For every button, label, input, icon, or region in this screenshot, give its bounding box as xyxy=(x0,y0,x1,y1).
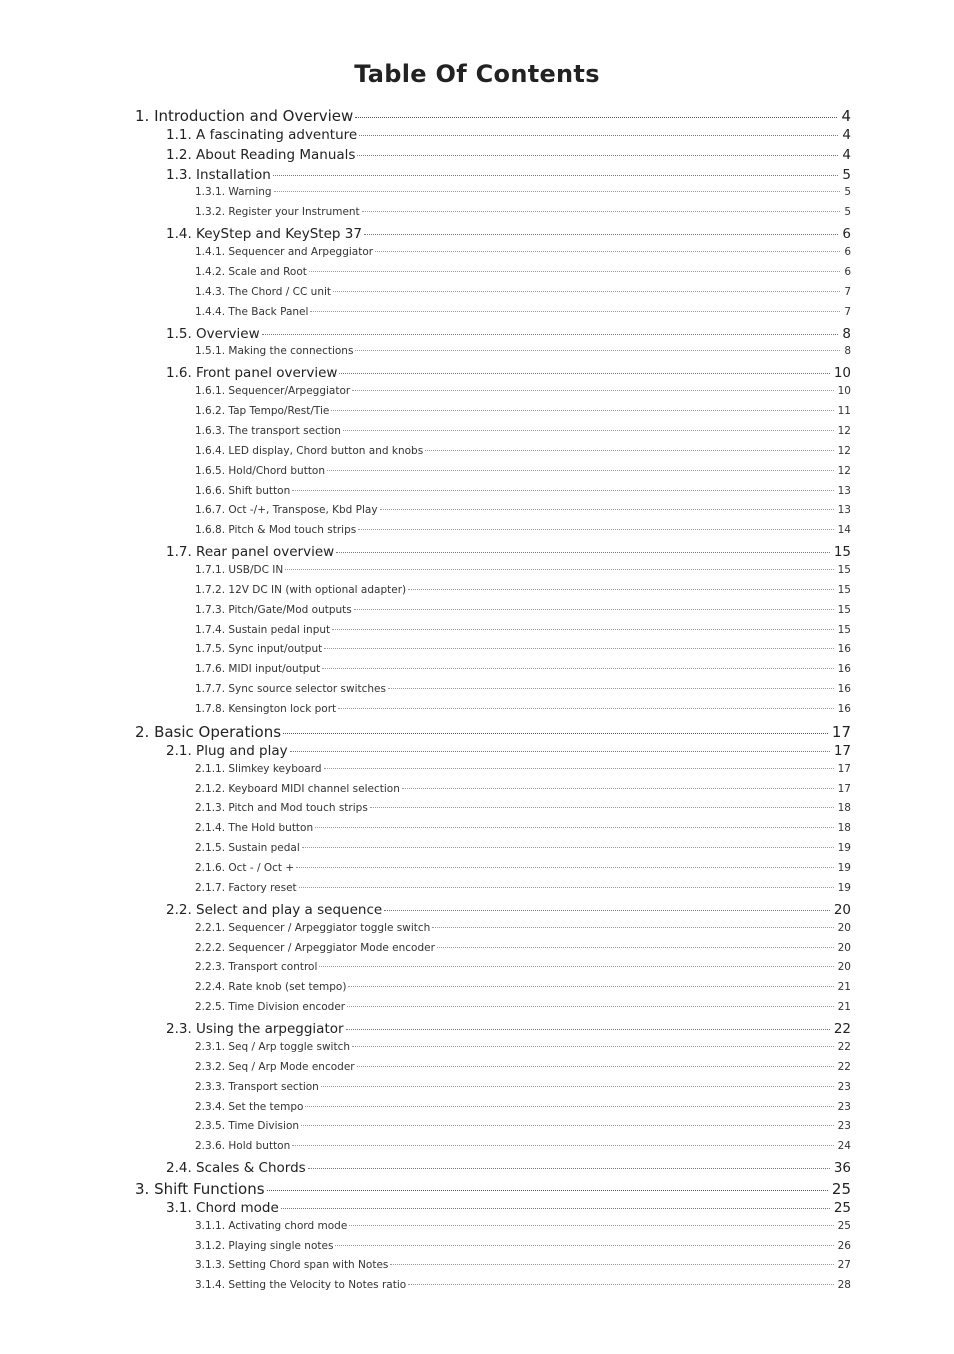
dot-leader xyxy=(327,470,834,471)
toc-entry-page-number: 23 xyxy=(837,1100,851,1113)
toc-entry-label: 2.2.1. Sequencer / Arpeggiator toggle switch xyxy=(195,921,431,934)
toc-entry-label: 1.6.6. Shift button xyxy=(195,484,291,497)
toc-entry-page-number: 8 xyxy=(844,345,851,358)
toc-entry[interactable] xyxy=(195,584,851,596)
toc-entry[interactable] xyxy=(195,981,851,993)
toc-entry[interactable] xyxy=(195,1120,851,1132)
toc-entry-label: 2.3.2. Seq / Arp Mode encoder xyxy=(195,1060,355,1073)
toc-entry[interactable] xyxy=(166,147,851,163)
toc-entry-label: 1.7.8. Kensington lock port xyxy=(195,703,337,716)
toc-entry[interactable] xyxy=(195,862,851,874)
toc-entry-label: 2.1.7. Factory reset xyxy=(195,881,297,894)
toc-entry[interactable] xyxy=(195,624,851,636)
toc-entry-label: 2.1.4. The Hold button xyxy=(195,822,314,835)
toc-entry-label: 2.2. Select and play a sequence xyxy=(166,901,383,918)
toc-entry-label: 2.3. Using the arpeggiator xyxy=(166,1021,344,1038)
toc-entry[interactable] xyxy=(195,286,851,298)
dot-leader xyxy=(375,251,840,252)
toc-entry-label: 1.4.1. Sequencer and Arpeggiator xyxy=(195,246,374,259)
toc-entry-label: 3.1.1. Activating chord mode xyxy=(195,1219,348,1232)
dot-leader xyxy=(432,927,833,928)
toc-entry[interactable] xyxy=(195,1220,851,1232)
toc-entry[interactable] xyxy=(195,643,851,655)
dot-leader xyxy=(267,1190,828,1191)
toc-entry-page-number: 10 xyxy=(837,385,851,398)
toc-entry-page-number: 12 xyxy=(837,464,851,477)
toc-entry[interactable] xyxy=(166,365,851,381)
dot-leader xyxy=(322,668,833,669)
toc-entry[interactable] xyxy=(195,1259,851,1271)
toc-entry[interactable] xyxy=(195,663,851,675)
dot-leader xyxy=(354,609,834,610)
toc-entry-page-number: 16 xyxy=(837,683,851,696)
toc-entry[interactable] xyxy=(195,504,851,516)
toc-entry-page-number: 25 xyxy=(831,1179,851,1198)
toc-entry-label: 3.1.3. Setting Chord span with Notes xyxy=(195,1259,389,1272)
toc-entry-page-number: 10 xyxy=(833,365,851,382)
toc-entry-label: 1.2. About Reading Manuals xyxy=(166,146,356,163)
toc-entry-page-number: 8 xyxy=(842,325,851,342)
dot-leader xyxy=(315,827,833,828)
toc-entry-label: 1.6. Front panel overview xyxy=(166,365,338,382)
dot-leader xyxy=(355,350,840,351)
toc-entry-label: 1.6.5. Hold/Chord button xyxy=(195,464,326,477)
toc-entry-page-number: 4 xyxy=(842,146,851,163)
toc-entry-page-number: 24 xyxy=(837,1140,851,1153)
toc-entry-page-number: 19 xyxy=(837,862,851,875)
dot-leader xyxy=(336,552,830,553)
toc-entry-label: 2.3.3. Transport section xyxy=(195,1080,319,1093)
toc-entry-page-number: 20 xyxy=(837,921,851,934)
dot-leader xyxy=(310,311,840,312)
dot-leader xyxy=(362,211,841,212)
dot-leader xyxy=(355,117,837,118)
toc-entry-page-number: 15 xyxy=(837,583,851,596)
toc-entry-label: 3.1. Chord mode xyxy=(166,1199,279,1216)
dot-leader xyxy=(343,430,834,431)
toc-entry-page-number: 4 xyxy=(842,126,851,143)
toc-entry-page-number: 18 xyxy=(837,802,851,815)
dot-leader xyxy=(370,807,834,808)
toc-entry-page-number: 7 xyxy=(844,285,851,298)
toc-entry-label: 1.6.1. Sequencer/Arpeggiator xyxy=(195,385,351,398)
toc-entry[interactable] xyxy=(195,465,851,477)
toc-entry-label: 2.3.6. Hold button xyxy=(195,1140,291,1153)
toc-entry-label: 1.6.3. The transport section xyxy=(195,424,341,437)
dot-leader xyxy=(324,768,834,769)
toc-entry-label: 2.1.5. Sustain pedal xyxy=(195,842,300,855)
dot-leader xyxy=(308,1168,830,1169)
dot-leader xyxy=(384,910,830,911)
toc-entry[interactable] xyxy=(166,544,851,560)
toc-entry-page-number: 28 xyxy=(837,1279,851,1292)
toc-entry[interactable] xyxy=(135,1180,851,1198)
toc-entry-label: 2.2.4. Rate knob (set tempo) xyxy=(195,981,347,994)
toc-entry-page-number: 17 xyxy=(831,722,851,741)
dot-leader xyxy=(324,648,833,649)
dot-leader xyxy=(364,234,838,235)
toc-entry-page-number: 20 xyxy=(837,941,851,954)
toc-entry-page-number: 25 xyxy=(833,1199,851,1216)
dot-leader xyxy=(281,1208,830,1209)
toc-entry-page-number: 20 xyxy=(833,901,851,918)
dot-leader xyxy=(349,1225,833,1226)
toc-entry-page-number: 6 xyxy=(844,265,851,278)
toc-entry[interactable] xyxy=(166,167,851,183)
toc-entry-label: 1.7.2. 12V DC IN (with optional adapter) xyxy=(195,583,407,596)
dot-leader xyxy=(390,1264,833,1265)
toc-entry[interactable] xyxy=(166,1021,851,1037)
toc-entry[interactable] xyxy=(195,683,851,695)
toc-entry[interactable] xyxy=(195,822,851,834)
toc-entry-page-number: 27 xyxy=(837,1259,851,1272)
toc-entry-label: 2.2.5. Time Division encoder xyxy=(195,1001,346,1014)
toc-entry[interactable] xyxy=(195,1001,851,1013)
dot-leader xyxy=(292,490,833,491)
dot-leader xyxy=(402,788,834,789)
toc-entry-label: 1.3.2. Register your Instrument xyxy=(195,206,360,219)
toc-entry-label: 2.3.4. Set the tempo xyxy=(195,1100,304,1113)
toc-entry-label: 1.7.7. Sync source selector switches xyxy=(195,683,386,696)
toc-entry-page-number: 26 xyxy=(837,1239,851,1252)
dot-leader xyxy=(352,390,833,391)
toc-entry-page-number: 16 xyxy=(837,643,851,656)
toc-entry-page-number: 15 xyxy=(837,623,851,636)
toc-entry[interactable] xyxy=(195,564,851,576)
dot-leader xyxy=(346,1029,830,1030)
toc-entry-page-number: 20 xyxy=(837,961,851,974)
toc-entry-label: 1.7.5. Sync input/output xyxy=(195,643,323,656)
toc-entry-page-number: 5 xyxy=(842,166,851,183)
toc-entry-label: 1. Introduction and Overview xyxy=(135,107,354,125)
toc-entry[interactable] xyxy=(135,723,851,741)
toc-entry[interactable] xyxy=(195,763,851,775)
toc-entry[interactable] xyxy=(195,1279,851,1291)
toc-entry-page-number: 12 xyxy=(837,424,851,437)
dot-leader xyxy=(274,191,841,192)
dot-leader xyxy=(305,1106,833,1107)
toc-entry-page-number: 22 xyxy=(837,1040,851,1053)
toc-entry-page-number: 15 xyxy=(833,544,851,561)
toc-entry[interactable] xyxy=(195,485,851,497)
dot-leader xyxy=(262,334,839,335)
toc-entry-page-number: 5 xyxy=(844,206,851,219)
toc-entry[interactable] xyxy=(166,127,851,143)
toc-entry-label: 1.7.4. Sustain pedal input xyxy=(195,623,331,636)
toc-entry-label: 1.7.1. USB/DC IN xyxy=(195,564,284,576)
toc-entry[interactable] xyxy=(195,942,851,954)
dot-leader xyxy=(309,271,840,272)
toc-entry-page-number: 14 xyxy=(837,524,851,537)
toc-entry[interactable] xyxy=(195,882,851,894)
toc-entry-page-number: 36 xyxy=(833,1160,851,1177)
toc-entry-label: 1.6.7. Oct -/+, Transpose, Kbd Play xyxy=(195,504,378,517)
toc-entry-label: 2.1. Plug and play xyxy=(166,742,288,759)
toc-entry[interactable] xyxy=(195,802,851,814)
toc-entry-label: 1.5. Overview xyxy=(166,325,260,342)
toc-entry-label: 2.1.2. Keyboard MIDI channel selection xyxy=(195,782,400,795)
toc-entry-label: 1.6.4. LED display, Chord button and knobs xyxy=(195,444,424,457)
dot-leader xyxy=(338,708,833,709)
dot-leader xyxy=(348,986,833,987)
toc-entry[interactable] xyxy=(166,743,851,759)
toc-entry-page-number: 25 xyxy=(837,1219,851,1232)
dot-leader xyxy=(347,1006,834,1007)
toc-entry[interactable] xyxy=(195,922,851,934)
toc-entry-page-number: 12 xyxy=(837,444,851,457)
toc-entry-page-number: 18 xyxy=(837,822,851,835)
toc-entry-label: 1.6.2. Tap Tempo/Rest/Tie xyxy=(195,405,330,418)
dot-leader xyxy=(359,135,838,136)
toc-entry-label: 3. Shift Functions xyxy=(135,1179,265,1198)
toc-entry[interactable] xyxy=(195,1081,851,1093)
toc-entry-page-number: 16 xyxy=(837,663,851,676)
dot-leader xyxy=(290,751,830,752)
dot-leader xyxy=(408,589,834,590)
dot-leader xyxy=(292,1145,833,1146)
toc-entry[interactable] xyxy=(195,961,851,973)
dot-leader xyxy=(357,1066,834,1067)
toc-entry-label: 3.1.2. Playing single notes xyxy=(195,1239,334,1252)
dot-leader xyxy=(332,629,833,630)
toc-entry[interactable] xyxy=(195,783,851,795)
toc-entry[interactable] xyxy=(195,1140,851,1152)
dot-leader xyxy=(437,947,834,948)
toc-entry-label: 1.6.8. Pitch & Mod touch strips xyxy=(195,524,357,537)
toc-entry-page-number: 6 xyxy=(842,226,851,243)
toc-entry[interactable] xyxy=(195,524,851,536)
toc-entry-label: 2.3.1. Seq / Arp toggle switch xyxy=(195,1040,351,1053)
toc-entry[interactable] xyxy=(166,326,851,342)
dot-leader xyxy=(333,291,840,292)
toc-entry-page-number: 17 xyxy=(837,762,851,775)
dot-leader xyxy=(302,847,834,848)
toc-entry-label: 1.7.3. Pitch/Gate/Mod outputs xyxy=(195,603,352,616)
dot-leader xyxy=(380,509,834,510)
dot-leader xyxy=(357,155,838,156)
toc-entry-page-number: 22 xyxy=(837,1060,851,1073)
toc-entry[interactable] xyxy=(166,226,851,242)
dot-leader xyxy=(273,175,839,176)
dot-leader xyxy=(283,733,828,734)
toc-entry-page-number: 17 xyxy=(833,742,851,759)
toc-entry-label: 2.3.5. Time Division xyxy=(195,1120,300,1133)
toc-entry[interactable] xyxy=(195,1061,851,1073)
toc-entry-page-number: 11 xyxy=(837,405,851,418)
dot-leader xyxy=(285,569,833,570)
toc-entry-page-number: 7 xyxy=(844,305,851,318)
toc-entry[interactable] xyxy=(195,186,851,198)
toc-entry-label: 1.3. Installation xyxy=(166,166,271,183)
toc-entry[interactable] xyxy=(195,385,851,397)
toc-entry-label: 2. Basic Operations xyxy=(135,722,282,741)
toc-entry-page-number: 21 xyxy=(837,1001,851,1014)
toc-entry[interactable] xyxy=(195,266,851,278)
toc-entry[interactable] xyxy=(195,405,851,417)
toc-entry-label: 1.4.4. The Back Panel xyxy=(195,305,309,318)
toc-entry[interactable] xyxy=(195,1240,851,1252)
dot-leader xyxy=(425,450,833,451)
toc-entry-label: 1.4. KeyStep and KeyStep 37 xyxy=(166,226,362,243)
toc-entry-page-number: 19 xyxy=(837,881,851,894)
dot-leader xyxy=(358,529,833,530)
toc-entry[interactable] xyxy=(195,345,851,357)
toc-entry-page-number: 13 xyxy=(837,504,851,517)
toc-entry-page-number: 5 xyxy=(844,186,851,199)
dot-leader xyxy=(408,1284,833,1285)
toc-entry[interactable] xyxy=(195,703,851,715)
toc-entry[interactable] xyxy=(166,1200,851,1216)
toc-entry[interactable] xyxy=(195,842,851,854)
toc-entry-page-number: 23 xyxy=(837,1080,851,1093)
toc-entry[interactable] xyxy=(195,1101,851,1113)
toc-entry-label: 1.5.1. Making the connections xyxy=(195,345,354,358)
toc-entry-page-number: 4 xyxy=(841,107,851,125)
toc-entry-label: 2.2.2. Sequencer / Arpeggiator Mode encoder xyxy=(195,941,435,954)
toc-entry[interactable] xyxy=(195,1041,851,1053)
toc-entry-page-number: 15 xyxy=(837,564,851,576)
toc-entry-label: 2.1.6. Oct - / Oct + xyxy=(195,862,295,875)
toc-entry-page-number: 21 xyxy=(837,981,851,994)
toc-entry-label: 1.4.3. The Chord / CC unit xyxy=(195,285,332,298)
toc-entry-label: 1.7.6. MIDI input/output xyxy=(195,663,321,676)
toc-entry-label: 3.1.4. Setting the Velocity to Notes ratio xyxy=(195,1279,407,1292)
toc-entry-page-number: 15 xyxy=(837,603,851,616)
toc-entry-label: 2.1.1. Slimkey keyboard xyxy=(195,762,322,775)
dot-leader xyxy=(352,1046,834,1047)
page-title: Table Of Contents xyxy=(354,60,600,88)
toc-entry-label: 2.2.3. Transport control xyxy=(195,961,318,974)
toc-entry-page-number: 6 xyxy=(844,246,851,259)
dot-leader xyxy=(331,410,833,411)
toc-entry-label: 1.3.1. Warning xyxy=(195,186,272,199)
dot-leader xyxy=(319,966,833,967)
toc-entry[interactable] xyxy=(195,206,851,218)
toc-entry[interactable] xyxy=(135,107,851,125)
toc-entry-label: 2.4. Scales & Chords xyxy=(166,1160,306,1177)
dot-leader xyxy=(335,1245,833,1246)
toc-entry-page-number: 22 xyxy=(833,1021,851,1038)
toc-entry-page-number: 13 xyxy=(837,484,851,497)
toc-entry-label: 2.1.3. Pitch and Mod touch strips xyxy=(195,802,368,815)
toc-entry[interactable] xyxy=(195,246,851,258)
dot-leader xyxy=(301,1125,834,1126)
dot-leader xyxy=(296,867,833,868)
toc-entry-label: 1.1. A fascinating adventure xyxy=(166,126,358,143)
dot-leader xyxy=(388,688,834,689)
dot-leader xyxy=(321,1086,834,1087)
toc-entry-label: 1.7. Rear panel overview xyxy=(166,544,335,561)
toc-entry-page-number: 23 xyxy=(837,1120,851,1133)
toc-entry[interactable] xyxy=(195,306,851,318)
toc-entry[interactable] xyxy=(166,1160,851,1176)
toc-entry[interactable] xyxy=(195,604,851,616)
toc-entry-page-number: 16 xyxy=(837,703,851,716)
toc-entry-page-number: 17 xyxy=(837,782,851,795)
dot-leader xyxy=(339,373,829,374)
toc-entry[interactable] xyxy=(195,445,851,457)
toc-entry[interactable] xyxy=(166,902,851,918)
toc-entry[interactable] xyxy=(195,425,851,437)
toc-entry-page-number: 19 xyxy=(837,842,851,855)
toc-entry-label: 1.4.2. Scale and Root xyxy=(195,265,307,278)
dot-leader xyxy=(299,887,834,888)
